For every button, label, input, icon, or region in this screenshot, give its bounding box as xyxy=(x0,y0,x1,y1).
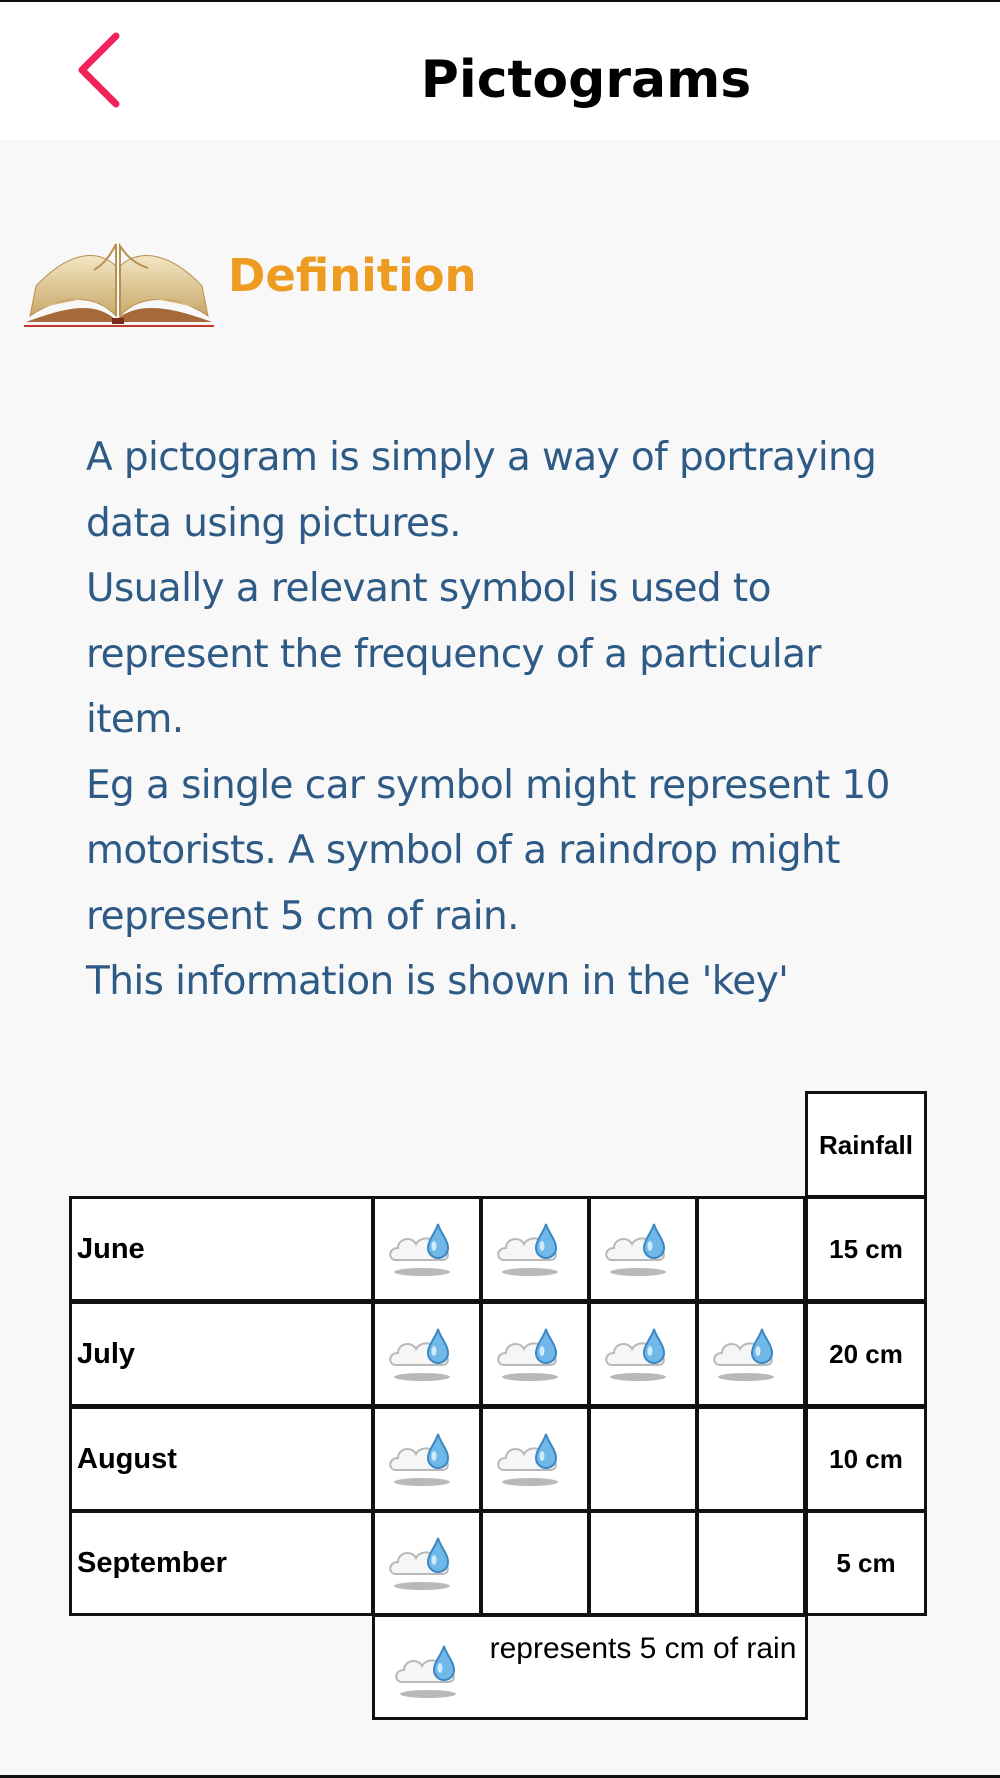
month-label: June xyxy=(77,1233,145,1265)
key-text: represents 5 cm of rain xyxy=(489,1632,797,1665)
rain-cloud-icon xyxy=(494,1428,574,1488)
month-label: September xyxy=(77,1547,227,1579)
definition-line: item. xyxy=(86,697,184,742)
rainfall-value: 5 cm xyxy=(836,1548,896,1578)
rain-cloud-icon xyxy=(386,1218,466,1278)
definition-line: Usually a relevant symbol is used to xyxy=(86,566,771,611)
definition-line: represent the frequency of a particular xyxy=(86,631,821,677)
symbol-cell xyxy=(696,1406,806,1512)
rain-cloud-icon xyxy=(392,1640,472,1700)
rain-cloud-icon xyxy=(386,1532,466,1592)
rainfall-value: 20 cm xyxy=(829,1339,903,1369)
definition-line: represent 5 cm of rain. xyxy=(86,893,519,939)
symbol-cell xyxy=(480,1510,590,1616)
rain-cloud-icon xyxy=(494,1218,574,1278)
rain-cloud-icon xyxy=(710,1323,790,1383)
rain-cloud-icon xyxy=(602,1323,682,1383)
rain-cloud-icon xyxy=(386,1323,466,1383)
definition-heading: Definition xyxy=(228,249,477,302)
symbol-cell xyxy=(696,1510,806,1616)
definition-text xyxy=(86,425,966,1015)
rainfall-value: 10 cm xyxy=(829,1444,903,1474)
definition-line: motorists. A symbol of a raindrop might xyxy=(86,828,840,873)
header-bar xyxy=(0,2,1000,140)
month-label: July xyxy=(77,1338,136,1370)
rain-cloud-icon xyxy=(602,1218,682,1278)
rain-cloud-icon xyxy=(494,1323,574,1383)
rainfall-value: 15 cm xyxy=(829,1234,903,1264)
rainfall-header: Rainfall xyxy=(819,1130,913,1160)
rain-cloud-icon xyxy=(386,1428,466,1488)
symbol-cell xyxy=(588,1510,698,1616)
definition-line: data using pictures. xyxy=(86,500,461,546)
month-label: August xyxy=(77,1443,177,1475)
symbol-cell xyxy=(696,1196,806,1302)
definition-line: This information is shown in the 'key' xyxy=(86,959,789,1004)
open-book-icon xyxy=(24,236,214,328)
page-title: Pictograms xyxy=(420,50,752,110)
symbol-cell xyxy=(588,1406,698,1512)
definition-line: Eg a single car symbol might represent 10 xyxy=(86,762,890,808)
definition-line: A pictogram is simply a way of portraying xyxy=(86,435,877,480)
